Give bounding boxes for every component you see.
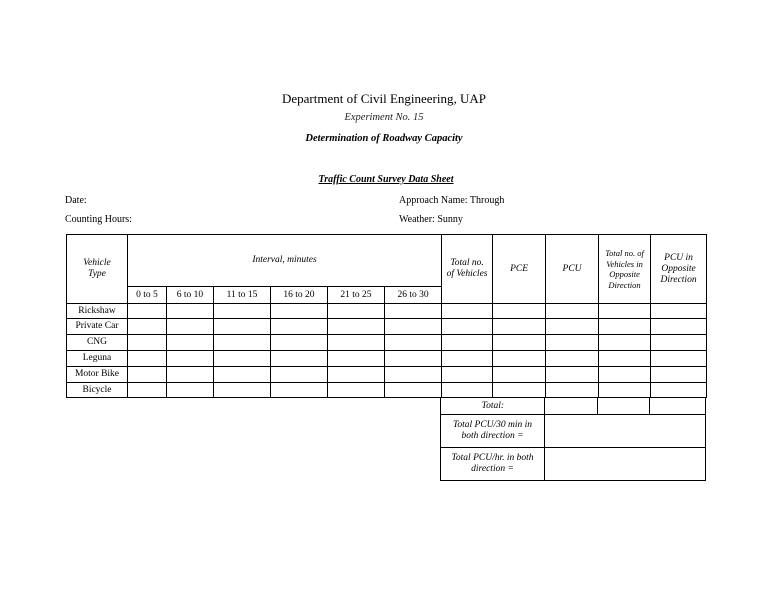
table-row: [67, 335, 707, 351]
interval-0: 0 to 5: [128, 287, 167, 304]
vehicle-motor-bike: Motor Bike: [67, 367, 128, 383]
vehicle-rickshaw: Rickshaw: [67, 304, 128, 319]
pcu-30min-label: Total PCU/30 min in both direction =: [441, 415, 545, 448]
table-row: [67, 367, 707, 383]
experiment-title: Determination of Roadway Capacity: [305, 133, 463, 144]
interval-3: 16 to 20: [271, 287, 328, 304]
traffic-count-table: [66, 234, 707, 398]
table-row: [67, 304, 707, 319]
pcu-opposite-header: PCU in Opposite Direction: [651, 235, 707, 304]
pcu-hr-label: Total PCU/hr. in both direction =: [441, 448, 545, 481]
pcu-hr-value: [545, 448, 706, 481]
pcu-30min-value: [545, 415, 706, 448]
table-row: [67, 351, 707, 367]
table-row: [67, 383, 707, 398]
pce-header: PCE: [493, 235, 546, 304]
table-row: [67, 319, 707, 335]
total-opposite-header: Total no. of Vehicles in Opposite Direction: [599, 235, 651, 304]
vehicle-cng: CNG: [67, 335, 128, 351]
interval-2: 11 to 15: [214, 287, 271, 304]
interval-header: Interval, minutes: [128, 235, 442, 287]
department-title: Department of Civil Engineering, UAP: [282, 91, 486, 106]
experiment-number: Experiment No. 15: [344, 112, 424, 123]
total-vehicles-header: Total no. of Vehicles: [442, 235, 493, 304]
date-label: Date:: [65, 195, 87, 206]
pcu-header: PCU: [546, 235, 599, 304]
vehicle-type-header: Vehicle Type: [67, 235, 128, 304]
interval-5: 26 to 30: [385, 287, 442, 304]
sheet-title: Traffic Count Survey Data Sheet: [318, 174, 454, 185]
approach-name-label: Approach Name: Through: [399, 195, 505, 206]
counting-hours-label: Counting Hours:: [65, 214, 132, 225]
vehicle-leguna: Leguna: [67, 351, 128, 367]
weather-label: Weather: Sunny: [399, 214, 463, 225]
total-label: Total:: [441, 398, 545, 415]
vehicle-bicycle: Bicycle: [67, 383, 128, 398]
interval-4: 21 to 25: [328, 287, 385, 304]
interval-1: 6 to 10: [167, 287, 214, 304]
vehicle-private-car: Private Car: [67, 319, 128, 335]
summary-table: [440, 397, 706, 481]
